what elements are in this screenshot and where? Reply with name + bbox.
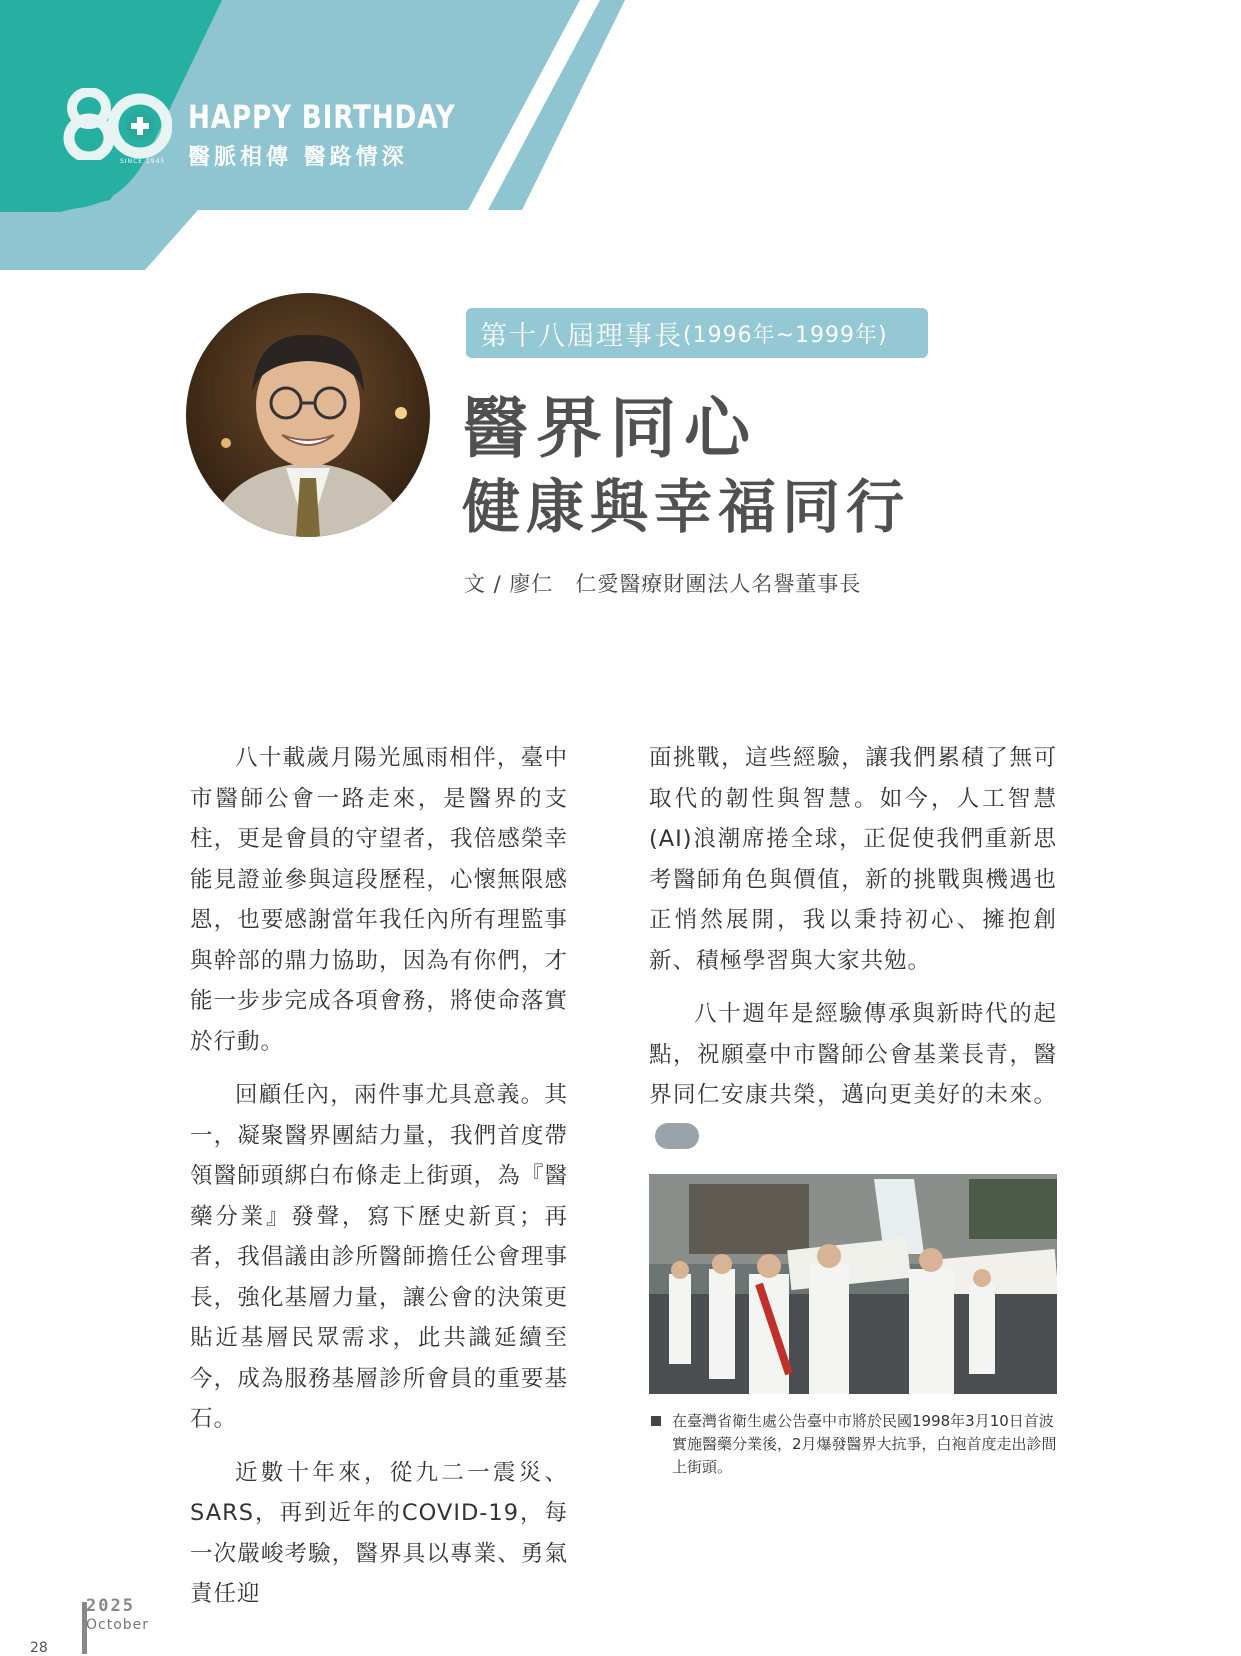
term-label: 第十八屆理事長 xyxy=(480,320,683,352)
photo-caption: 在臺灣省衛生處公告臺中市將於民國1998年3月10日首波實施醫藥分業後，2月爆發醫界大抗爭，白袍首度走出診間上街頭。 xyxy=(672,1412,1057,1476)
paragraph: 八十載歲月陽光風雨相伴，臺中市醫師公會一路走來，是醫界的支柱，更是會員的守望者，我倍感榮幸能見證並參與這段歷程，心懷無限感恩，也要感謝當年我任內所有理監事與幹部的鼎力協助，因為有你們，才能一步步完成各項會務，將使命落實於行動。 xyxy=(190,745,568,1055)
paragraph: 近數十年來，從九二一震災、SARS，再到近年的COVID-19，每一次嚴峻考驗，醫界具以專業、勇氣責任迎 xyxy=(190,1459,568,1607)
header-subtitle: 醫脈相傳 醫路情深 xyxy=(188,145,408,170)
caption-bullet-icon xyxy=(651,1416,661,1426)
issue-month: October xyxy=(86,1617,150,1633)
paragraph: 回顧任內，兩件事尤具意義。其一，凝聚醫界團結力量，我們首度帶領醫師頭綁白布條走上街頭，為『醫藥分業』發聲，寫下歷史新頁；再者，我倡議由診所醫師擔任公會理事長，強化基層力量，讓公會的決策更貼近基層民眾需求，此共識延續至今，成為服務基層診所會員的重要基石。 xyxy=(190,1082,568,1432)
article-title-line1: 醫界同心 xyxy=(462,389,758,467)
protest-photo xyxy=(649,1174,1057,1394)
term-badge xyxy=(466,308,928,358)
article-title-line2: 健康與幸福同行 xyxy=(462,473,911,541)
article-author: 文 / 廖仁 仁愛醫療財團法人名譽董事長 xyxy=(464,572,862,596)
header-banner xyxy=(0,0,1241,270)
logo-since-text: SINCE 1945 xyxy=(120,158,166,165)
paragraph: 面挑戰，這些經驗，讓我們累積了無可取代的韌性與智慧。如今，人工智慧(AI)浪潮席捲全球，正促使我們重新思考醫師角色與價值，新的挑戰與機遇也正悄然展開，我以秉持初心、擁抱創新、積極學習與大家共勉。 xyxy=(649,745,1057,974)
term-years: (1996年~1999年) xyxy=(683,322,888,348)
body-column-left xyxy=(190,738,568,1628)
end-mark-icon xyxy=(655,1123,713,1149)
header-title: HAPPY BIRTHDAY xyxy=(188,98,456,136)
issue-year: 2025 xyxy=(86,1596,135,1616)
author-portrait xyxy=(186,293,430,537)
paragraph xyxy=(649,994,1057,1156)
paragraph-text: 八十週年是經驗傳承與新時代的起點，祝願臺中市醫師公會基業長青，醫界同仁安康共榮，邁向更美好的未來。 xyxy=(649,1001,1057,1108)
end-mark-text: »» xyxy=(700,1128,713,1144)
body-column-right xyxy=(649,738,1057,1169)
page-number: 28 xyxy=(30,1640,48,1656)
80th-anniversary-logo xyxy=(62,88,172,160)
